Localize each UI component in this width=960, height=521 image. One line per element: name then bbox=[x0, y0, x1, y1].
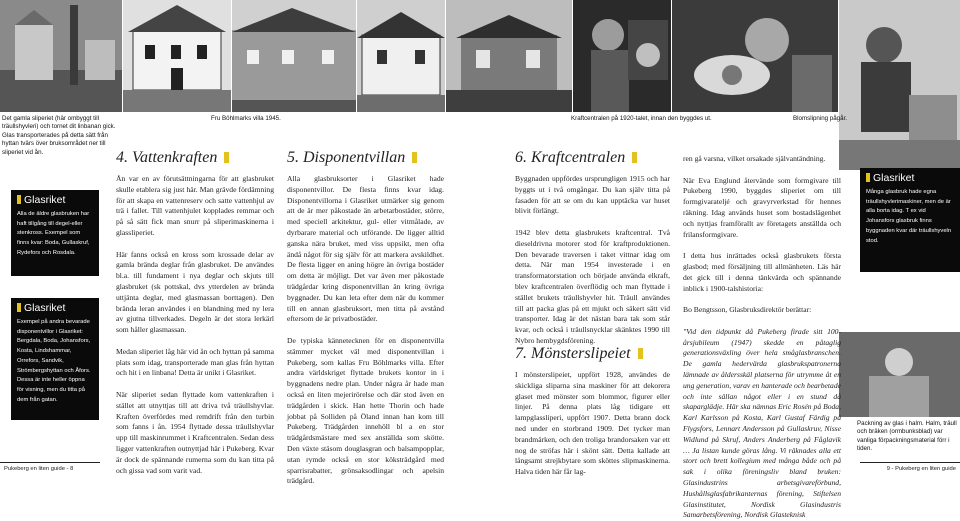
photo-packing-glass bbox=[839, 0, 960, 170]
column-disponentvillan bbox=[287, 174, 444, 486]
caption-grinding-works: Det gamla sliperiet (här ombyggt till träullshyvleri) och tornet dit linbanan gick. Glas transporterades på detta sätt från hyttan tvärs över bruksområdet ner till sliperiet vid ån. bbox=[2, 115, 116, 156]
heading-vattenkraften bbox=[116, 149, 229, 167]
sidebox-glasriket-kross bbox=[11, 190, 99, 276]
caption-packing: Packning av glas i halm. Halm, träull och bräken (ormbunksblad) var vanliga förpackningsmaterial förr i tiden. bbox=[857, 420, 957, 453]
paragraph: 1942 blev detta glasbrukets kraftcentral. Två dieseldrivna motorer stod för kraftproduktionen. Den bevarade traversen i taket vittnar idag om detta. När man 1954 investerade i en transformatorstation och började använda elkraft, blev kraftcentralen överflödig och man flyttade i stället brukets träullshyvler hit. Träull användes till att packa glas på ett mjukt och säkert sätt vid transporter. Idag är det nästan bara tak som står kvar, och också i träullsnycklar skänktes 1990 till Nybro hembygdsförening. bbox=[515, 227, 670, 345]
caption-villa: Fru Böhlmarks villa 1945. bbox=[211, 115, 281, 122]
heading-disponentvillan bbox=[287, 149, 417, 167]
heading-text: 4. Vattenkraften bbox=[116, 149, 218, 166]
photo-villa-1945 bbox=[123, 0, 231, 112]
photo-villa-front bbox=[357, 0, 445, 112]
footer-left: Pukeberg en liten guide - 8 bbox=[4, 466, 74, 472]
footer-rule-left bbox=[0, 462, 100, 463]
paragraph: Alla glasbruksorter i Glasriket hade disponentvillor. De flesta finns kvar idag. Disponentvillorna i Glasriket utmärker sig genom att de är mer påkostade än arbetarbostäder, större, med speciell arkitektur, gul- eller vitmålade, av dyrbarare material och utförande. De ligger alltid ganska nära bruket, med viss uppsikt, men ofta ändå något för sig själv för att markera avskildhet. De flesta ligger en aning högre än övriga bostäder om detta är möjligt. Det var även mer påkostade trädgårdar kring disponentvillan än kring övriga byggnader. Du kan leta efter dem när du kommer till en annan glasbruksort, men titta på avstånd eftersom de är privatbostäder. bbox=[287, 174, 444, 324]
photo-old-grinding-works bbox=[0, 0, 122, 112]
caption-kraftcentralen: Kraftcentralen på 1920-talet, innan den byggdes ut. bbox=[571, 115, 712, 122]
paragraph: ren gå varsna, vilket orsakade självantändning. bbox=[683, 154, 826, 163]
column-kraftcentralen bbox=[515, 174, 670, 345]
paragraph: Medan sliperiet låg här vid ån och hyttan på samma plats som idag, transporterade man glas från hyttan och hit i en linbana! Detta är unikt i Glasriket. bbox=[116, 346, 274, 378]
heading-kraftcentralen bbox=[515, 149, 637, 167]
paragraph: Här fanns också en kross som krossade delar av gamla brända deglar från glasbruket. De användes bl.a. till fundament i nya deglar och skjuts till glasbruket (sk pottskal, dvs ytterdelen av brända uttjänta deglar, med glasmassan borttagen). Den brända leran användes i en blandning med ny lera av gjutna tillverkades. Degeln är det stora lerkärl som håller glasmassan. bbox=[116, 249, 274, 335]
heading-monsterslipe bbox=[515, 345, 643, 363]
column-monsterslipe bbox=[515, 370, 670, 477]
accent-bar bbox=[638, 348, 643, 359]
photo-kraftcentralen-1920s bbox=[446, 0, 572, 112]
heading-text: 7. Mönsterslipeiet bbox=[515, 345, 631, 362]
paragraph: De typiska kännetecknen för en disponentvilla stämmer mycket väl med disponentvillan i Pukeberg, som kallas Fru Böhlmarks villa. Efter andra världskriget flyttade brukets kontor in i byggnadens nedre plan. Under några år hade man också en liten mejerirörelse och där stod även en trädgården i skick. Han hette Thorin och hade jobbat på Solliden på Öland innan han kom till Pukeberg. Trädgården innehöll bl a en stor trädgårdsmästare med sex anställda som skötte. Den växte stäsom douglasgran och balsampopplar, utan rymde också en stor köksträdgård med sparrisrabatter, grönsaksodlingar och apelsin trädgård. bbox=[287, 335, 444, 486]
sidebox-text: Alla de äldre glasbruken har haft tillgång till degel-eller stenkross. Exempel som finns kvar: Boda, Gullaskruf, Rydefors och Rosdala. bbox=[17, 211, 90, 256]
sidebox-text: Exempel på andra bevarade disponentvillor i Glasriket: Bergdala, Boda, Johansfors, Kosta, Lindshammar, Orrefors, Sandvik, Strömbergshyttan och Åfors. Dessa är inte heller öppna för visning, men du titta på dem från gatan. bbox=[17, 319, 91, 403]
sidebox-title: Glasriket bbox=[873, 172, 915, 184]
paragraph: I detta hus inrättades också glasbrukets första glasbod; med försäljning till allmänheten. Läs här det gick till i denna tänkvärda och spännande inblick i 1900-talshistoria: bbox=[683, 251, 841, 293]
quote: "Vid den tidpunkt då Pukeberg firade sitt 100-årsjubileum (1947) skedde en påtaglig generationsväxling över hela småglasbranschen. De gamla hedervärda glasbrukspatronerna lämnade av åldersskäl platserna för utrymme åt en ung generation, varav en hanterade och bearbetade och inte sällan något eller i en stund då skaparglädje. Här ska nämnas Eric Rosén på Boda, Karl Karlsson på Kosta, Karl Gustaf Färdig på Flygsfors, Lennart Andersson på Gullaskruv, Nisse Widlund på Skruf, Anders Anderberg på Fåglavik … Ja listan kunde göras lång. Vi räknades alla ett stort och brett kollegium med många både och på sak i olika föreningsliv bland bruken: Glasindustrins arbetsgivareförbund, Hushållsglasfabrikanternas förening, Stiftelsen Glasinstitutet, Nordisk Glasindustris Samarbetsförening, Nordisk Glasteknisk bbox=[683, 326, 841, 520]
sidebox-title: Glasriket bbox=[24, 194, 66, 206]
heading-text: 5. Disponentvillan bbox=[287, 149, 406, 166]
footer-right: 9 - Pukeberg en liten guide bbox=[886, 466, 956, 472]
heading-text: 6. Kraftcentralen bbox=[515, 149, 626, 166]
photo-straw-packing bbox=[839, 332, 960, 417]
caption-blomslipning: Blomslipning pågår. bbox=[793, 115, 848, 122]
paragraph: I mönsterslipeiet, uppfört 1928, användes de skickliga sliparna sina maskiner för att dekorera glaset med mönster som blommor, figurer eller linjer. På denna plats låg tidigare ett lampglassliperi, uppfört 1907. Detta brann dock ned under en storbrand 1909. Det tycker man brandmärken, och den troliga brandorsaken var ett nog de ströfas här i skönt sätt. Detta kallade att långsamt strejkbytare som sköttes slipmaskinerna. Halva tiden här får lag- bbox=[515, 370, 670, 477]
photo-building-side bbox=[232, 0, 356, 112]
paragraph: När Eva Englund återvände som formgivare till Pukeberg 1990, byggdes sliperiet om till formgivarateljé och gravyrverkstad för hennes räkning. Idag används huset som bostadslägenhet och nyttjas framförallt av företagets anställda och frilansformgivare. bbox=[683, 175, 841, 239]
paragraph: När sliperiet sedan flyttade kom vattenkraften i stället att utnyttjas till att driva två träullshyvlar. Kraften överfördes med remdrift från den turbin som fanns i ån. 1954 flyttade dessa träullshyvlar upp till maskinrummet i Kraftcentralen. Sedan dess ligger vattenkraften outnyttjad här i Pukeberg. Kvar är dock de spännande rumerna som du kan titta på och gissa vad som varit vad. bbox=[116, 389, 274, 475]
sidebox-text: Många glasbruk hade egna träullshyvlerimaskiner, men de är alla borta idag. T ex vid Johansfors glasbruk finns byggnaden kvar där träullshyveln stod. bbox=[866, 189, 952, 244]
column-vattenkraften bbox=[116, 174, 274, 475]
accent-bar bbox=[412, 152, 417, 163]
accent-bar bbox=[17, 195, 21, 204]
column-monsterslipe-cont bbox=[683, 154, 841, 520]
accent-bar bbox=[17, 303, 21, 312]
accent-bar bbox=[866, 173, 870, 182]
accent-bar bbox=[224, 152, 229, 163]
paragraph: Ån var en av förutsättningarna för att glasbruket skulle etablera sig just här. Man grävde fördämning för att skapa en vattenreserv och satte vattenhjul av trä i fallet. Till vattenhjulet kopplades remmar och på så sätt fick man snurr på sliperimaskinerna i glassliperiet. bbox=[116, 174, 274, 237]
sidebox-glasriket-villor bbox=[11, 298, 99, 420]
accent-bar bbox=[632, 152, 637, 163]
sidebox-title: Glasriket bbox=[24, 302, 66, 314]
photo-worker-machine bbox=[573, 0, 671, 112]
footer-rule-right bbox=[860, 462, 960, 463]
sidebox-glasriket-traull bbox=[860, 168, 960, 272]
photo-flower-grinding bbox=[672, 0, 838, 112]
paragraph: Byggnaden uppfördes ursprungligen 1915 och har byggts ut i två omgångar. Du kan själv titta på fasaden för att se om du kan upptäcka var huset blivit förlängt. bbox=[515, 174, 670, 216]
paragraph: Bo Bengtsson, Glasbruksdirektör berättar: bbox=[683, 305, 812, 315]
